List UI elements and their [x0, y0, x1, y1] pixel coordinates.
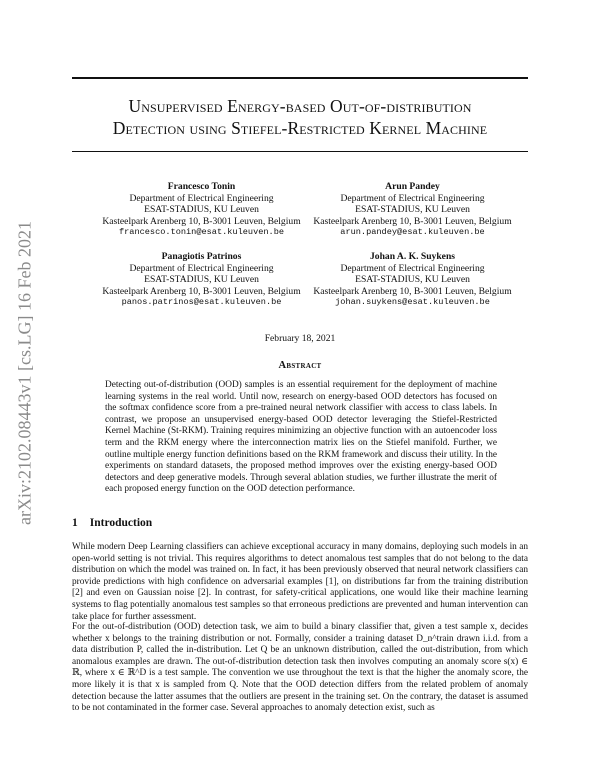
author-dept: Department of Electrical Engineering [129, 192, 274, 204]
author-group: ESAT-STADIUS, KU Leuven [144, 274, 259, 286]
title-line-1: Unsupervised Energy-based Out-of-distribution [128, 96, 472, 116]
author-block [94, 251, 309, 309]
author-group: ESAT-STADIUS, KU Leuven [355, 274, 470, 286]
author-name: Francesco Tonin [167, 181, 236, 192]
title-rule-bottom [72, 151, 528, 152]
author-address: Kasteelpark Arenberg 10, B-3001 Leuven, Belgium [313, 285, 512, 297]
author-address: Kasteelpark Arenberg 10, B-3001 Leuven, Belgium [313, 215, 512, 227]
title-rule-top [72, 77, 528, 79]
section-number: 1 [72, 517, 78, 529]
author-block [94, 181, 309, 239]
section-title: Introduction [89, 517, 153, 529]
author-block [305, 251, 520, 309]
abstract-text: Detecting out-of-distribution (OOD) samples is an essential requirement for the deployment of machine learning systems in the real world. Until now, research on energy-based OOD detectors has focused on the softmax confidence score from a pre-trained neural network classifier with access to class labels. In contrast, we propose an unsupervised energy-based OOD detector leveraging the Stiefel-Restricted Kernel Machine (St-RKM). Training requires minimizing an objective function with an autoencoder loss term and the RKM energy where the interconnection matrix lies on the Stiefel manifold. Further, we outline multiple energy function definitions based on the RKM framework and discuss their utility. In the experiments on standard datasets, the proposed method improves over the existing energy-based OOD detectors and deep generative models. Through several ablation studies, we further illustrate the merit of each proposed energy function on the OOD detection performance. [105, 380, 497, 495]
paper-title [72, 95, 528, 139]
section-heading [72, 517, 152, 529]
author-address: Kasteelpark Arenberg 10, B-3001 Leuven, Belgium [102, 285, 301, 297]
author-address: Kasteelpark Arenberg 10, B-3001 Leuven, Belgium [102, 215, 301, 227]
arxiv-stamp: arXiv:2102.08443v1 [cs.LG] 16 Feb 2021 [14, 220, 35, 525]
author-dept: Department of Electrical Engineering [340, 192, 485, 204]
author-email[interactable]: panos.patrinos@esat.kuleuven.be [121, 297, 282, 308]
author-dept: Department of Electrical Engineering [129, 262, 274, 274]
author-email[interactable]: arun.pandey@esat.kuleuven.be [340, 227, 485, 238]
title-line-2: Detection using Stiefel-Restricted Kernel Machine [112, 118, 488, 138]
author-dept: Department of Electrical Engineering [340, 262, 485, 274]
intro-paragraph-1: While modern Deep Learning classifiers can achieve exceptional accuracy in many domains, deploying such models in an open-world setting is not trivial. This requires algorithms to detect anomalous test samples that do not belong to the data distribution on which the model was trained on. In fact, it has been previously observed that neural network classifiers can provide predictions with high confidence on adversarial examples [1], on distributions far from the training distribution [2] and even on Gaussian noise [2]. In contrast, for safety-critical applications, one would like their machine learning systems to flag potentially anomalous test samples so that erroneous predictions are prevented and human intervention can take place for further assessment. [72, 542, 528, 622]
author-email[interactable]: francesco.tonin@esat.kuleuven.be [118, 227, 285, 238]
author-name: Johan A. K. Suykens [369, 251, 456, 262]
author-group: ESAT-STADIUS, KU Leuven [144, 204, 259, 216]
paper-date: February 18, 2021 [264, 333, 336, 344]
author-group: ESAT-STADIUS, KU Leuven [355, 204, 470, 216]
author-email[interactable]: johan.suykens@esat.kuleuven.be [335, 297, 490, 308]
abstract-heading: Abstract [278, 360, 322, 371]
author-name: Arun Pandey [385, 181, 440, 192]
author-name: Panagiotis Patrinos [161, 251, 242, 262]
author-block [305, 181, 520, 239]
intro-paragraph-2: For the out-of-distribution (OOD) detection task, we aim to build a binary classifier that, given a test sample x, decides whether x belongs to the training distribution or not. Formally, consider a training dataset D_n^train drawn i.i.d. from a data distribution P, called the in-distribution. Let Q be an unknown distribution, called the out-distribution, from which anomalous examples are drawn. The out-of-distribution detection task then involves computing an anomaly score s(x) ∈ ℝ, where x ∈ ℝ^D is a test sample. The convention we use throughout the text is that the higher the anomaly score, the more likely it is that x is sampled from Q. Note that the OOD detection differs from the related problem of anomaly detection because the latter assumes that the outliers are present in the training set. On the contrary, the dataset is assumed to be not contaminated in the former case. Several approaches to anomaly detection exist, such as [72, 622, 528, 714]
